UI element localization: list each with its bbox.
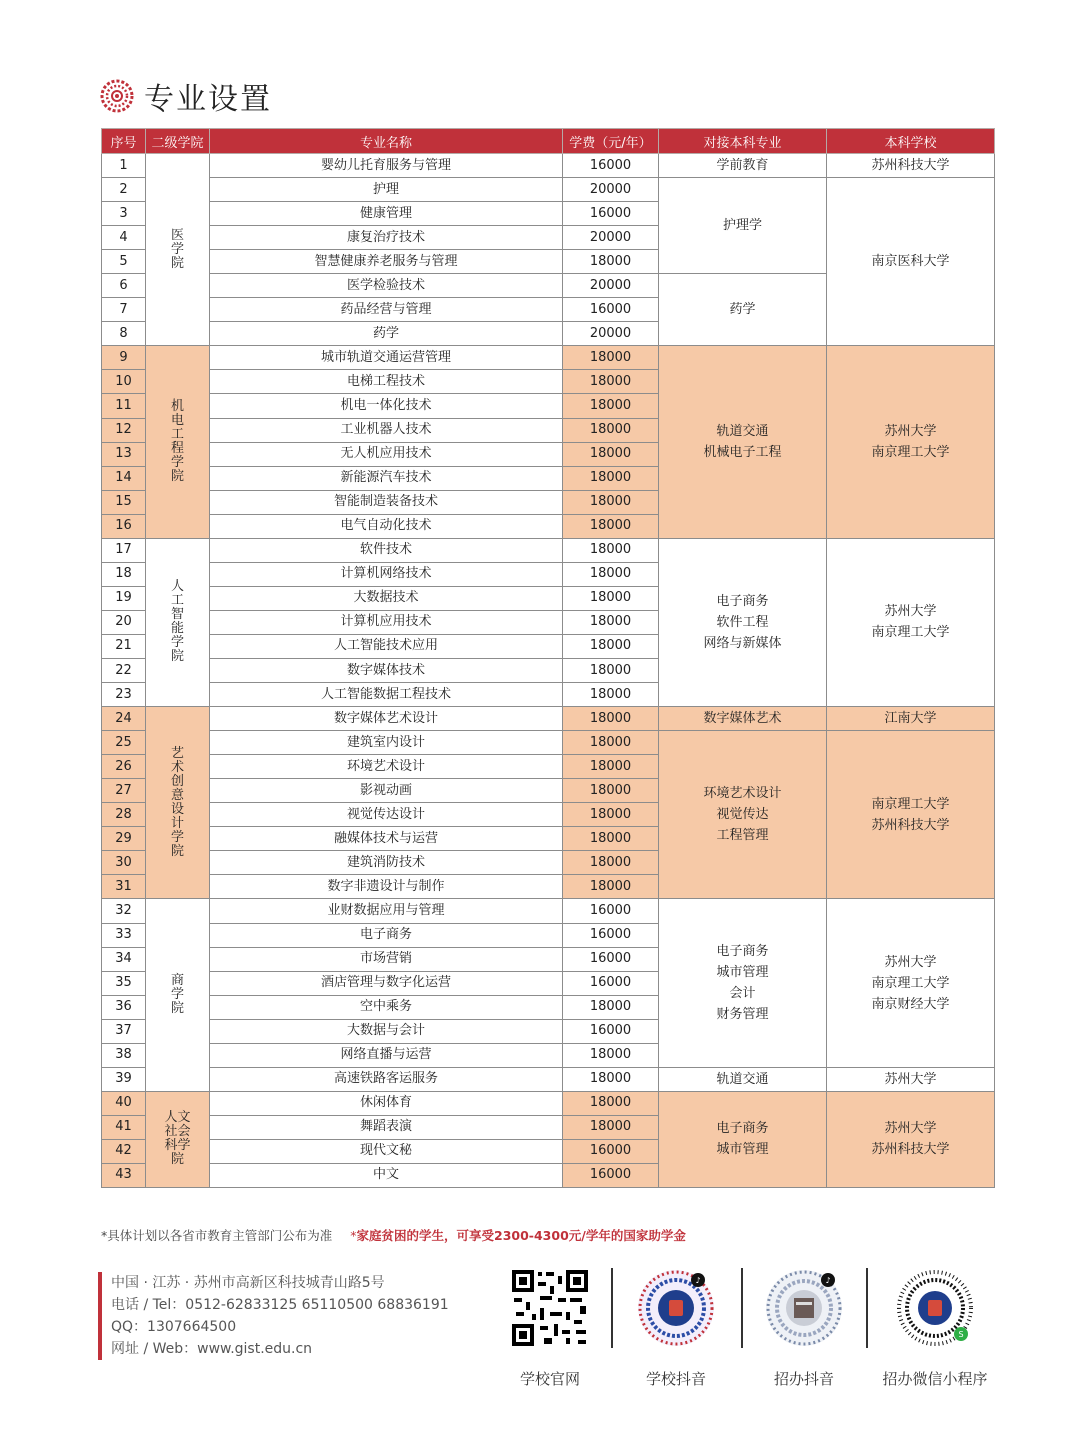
phone-text: 电话 / Tel：0512-62833125 65110500 68836191: [111, 1297, 449, 1313]
page-title: 专业设置: [144, 82, 272, 117]
row-number: 24: [102, 707, 146, 731]
tuition-fee: 16000: [563, 947, 659, 971]
tuition-fee: 16000: [563, 971, 659, 995]
tuition-fee: 18000: [563, 683, 659, 707]
major-name: 人工智能数据工程技术: [210, 683, 563, 707]
qr-label: 招办微信小程序: [882, 1370, 988, 1388]
tuition-fee: 18000: [563, 562, 659, 586]
college-cell: 机电工程学院: [146, 346, 210, 538]
major-name: 融媒体技术与运营: [210, 827, 563, 851]
tuition-fee: 18000: [563, 466, 659, 490]
row-number: 20: [102, 610, 146, 634]
qr-school-douyin[interactable]: [616, 1268, 736, 1389]
row-number: 18: [102, 562, 146, 586]
tuition-fee: 18000: [563, 1091, 659, 1115]
bachelor-major: 学前教育: [659, 154, 827, 178]
row-number: 5: [102, 250, 146, 274]
major-name: 视觉传达设计: [210, 803, 563, 827]
tuition-fee: 18000: [563, 442, 659, 466]
header-number: 序号: [102, 129, 146, 154]
major-name: 影视动画: [210, 779, 563, 803]
row-number: 33: [102, 923, 146, 947]
row-number: 9: [102, 346, 146, 370]
row-number: 3: [102, 202, 146, 226]
table-row: [102, 538, 995, 562]
university: 南京理工大学 苏州科技大学: [827, 731, 995, 899]
tuition-fee: 16000: [563, 298, 659, 322]
major-name: 城市轨道交通运营管理: [210, 346, 563, 370]
tuition-fee: 18000: [563, 875, 659, 899]
major-name: 护理: [210, 178, 563, 202]
row-number: 17: [102, 538, 146, 562]
row-number: 43: [102, 1163, 146, 1187]
tuition-fee: 18000: [563, 1043, 659, 1067]
university: 苏州科技大学: [827, 154, 995, 178]
major-name: 智能制造装备技术: [210, 490, 563, 514]
major-name: 高速铁路客运服务: [210, 1067, 563, 1091]
row-number: 28: [102, 803, 146, 827]
row-number: 25: [102, 731, 146, 755]
university: 苏州大学 南京理工大学 南京财经大学: [827, 899, 995, 1067]
tuition-fee: 20000: [563, 274, 659, 298]
contact-info: [98, 1272, 449, 1360]
major-name: 中文: [210, 1163, 563, 1187]
row-number: 22: [102, 658, 146, 682]
tuition-fee: 18000: [563, 1067, 659, 1091]
bachelor-major: 电子商务 城市管理 会计 财务管理: [659, 899, 827, 1067]
tuition-fee: 18000: [563, 779, 659, 803]
major-name: 数字媒体技术: [210, 658, 563, 682]
tuition-fee: 18000: [563, 514, 659, 538]
flower-ornament-icon: [100, 79, 134, 113]
major-name: 机电一体化技术: [210, 394, 563, 418]
major-name: 数字非遗设计与制作: [210, 875, 563, 899]
row-number: 37: [102, 1019, 146, 1043]
row-number: 31: [102, 875, 146, 899]
row-number: 13: [102, 442, 146, 466]
divider: [866, 1268, 868, 1348]
row-number: 35: [102, 971, 146, 995]
university: 苏州大学 南京理工大学: [827, 346, 995, 538]
tuition-fee: 18000: [563, 755, 659, 779]
college-cell: 人工智能学院: [146, 538, 210, 706]
row-number: 7: [102, 298, 146, 322]
row-number: 1: [102, 154, 146, 178]
major-name: 市场营销: [210, 947, 563, 971]
qr-label: 学校官网: [519, 1370, 580, 1388]
college-cell: 医学院: [146, 154, 210, 346]
row-number: 26: [102, 755, 146, 779]
table-row: [102, 731, 995, 755]
university: 苏州大学 南京理工大学: [827, 538, 995, 706]
tuition-fee: 18000: [563, 394, 659, 418]
college-cell: 艺术创意设计学院: [146, 707, 210, 899]
tuition-fee: 18000: [563, 538, 659, 562]
bachelor-major: 电子商务 城市管理: [659, 1091, 827, 1187]
tuition-fee: 16000: [563, 923, 659, 947]
table-row: [102, 899, 995, 923]
row-number: 19: [102, 586, 146, 610]
row-number: 38: [102, 1043, 146, 1067]
tuition-fee: 16000: [563, 202, 659, 226]
major-name: 电梯工程技术: [210, 370, 563, 394]
row-number: 39: [102, 1067, 146, 1091]
row-number: 34: [102, 947, 146, 971]
tuition-fee: 18000: [563, 658, 659, 682]
major-name: 人工智能技术应用: [210, 634, 563, 658]
row-number: 36: [102, 995, 146, 1019]
row-number: 8: [102, 322, 146, 346]
bachelor-major: 轨道交通: [659, 1067, 827, 1091]
qr-label: 学校抖音: [645, 1370, 706, 1388]
table-row: [102, 346, 995, 370]
tuition-fee: 18000: [563, 731, 659, 755]
university: 江南大学: [827, 707, 995, 731]
major-name: 酒店管理与数字化运营: [210, 971, 563, 995]
major-name: 大数据与会计: [210, 1019, 563, 1043]
tuition-fee: 18000: [563, 803, 659, 827]
header-college: 二级学院: [146, 129, 210, 154]
table-row: [102, 707, 995, 731]
row-number: 23: [102, 683, 146, 707]
tuition-fee: 16000: [563, 1019, 659, 1043]
major-name: 现代文秘: [210, 1139, 563, 1163]
major-name: 建筑室内设计: [210, 731, 563, 755]
svg-text:♪: ♪: [695, 1276, 701, 1285]
tuition-fee: 18000: [563, 610, 659, 634]
tuition-fee: 16000: [563, 899, 659, 923]
row-number: 4: [102, 226, 146, 250]
bachelor-major: 电子商务 软件工程 网络与新媒体: [659, 538, 827, 706]
mini-program-code-icon: [636, 1268, 716, 1348]
divider: [611, 1268, 613, 1348]
website-link[interactable]: 网址 / Web：www.gist.edu.cn: [111, 1341, 313, 1357]
tuition-fee: 18000: [563, 418, 659, 442]
major-name: 医学检验技术: [210, 274, 563, 298]
major-name: 无人机应用技术: [210, 442, 563, 466]
major-name: 建筑消防技术: [210, 851, 563, 875]
major-name: 计算机应用技术: [210, 610, 563, 634]
plan-note: *具体计划以各省市教育主管部门公布为准: [101, 1228, 333, 1243]
major-name: 业财数据应用与管理: [210, 899, 563, 923]
qr-admissions-douyin[interactable]: [744, 1268, 864, 1389]
tuition-fee: 18000: [563, 490, 659, 514]
header-university: 本科学校: [827, 129, 995, 154]
tuition-fee: 18000: [563, 707, 659, 731]
header-bachelor-major: 对接本科专业: [659, 129, 827, 154]
bachelor-major: 轨道交通 机械电子工程: [659, 346, 827, 538]
major-name: 新能源汽车技术: [210, 466, 563, 490]
header-fee: 学费（元/年）: [563, 129, 659, 154]
bachelor-major: 药学: [659, 274, 827, 346]
qr-admissions-wechat[interactable]: [874, 1268, 996, 1389]
major-name: 婴幼儿托育服务与管理: [210, 154, 563, 178]
svg-text:S: S: [958, 1330, 964, 1339]
university: 苏州大学 苏州科技大学: [827, 1091, 995, 1187]
mini-program-code-icon: [764, 1268, 844, 1348]
major-name: 健康管理: [210, 202, 563, 226]
qr-code-icon: [510, 1268, 590, 1348]
tuition-fee: 18000: [563, 586, 659, 610]
tuition-fee: 16000: [563, 154, 659, 178]
bachelor-major: 数字媒体艺术: [659, 707, 827, 731]
qr-label: 招办抖音: [773, 1370, 834, 1388]
major-name: 计算机网络技术: [210, 562, 563, 586]
tuition-fee: 18000: [563, 634, 659, 658]
svg-text:♪: ♪: [825, 1276, 831, 1285]
row-number: 40: [102, 1091, 146, 1115]
majors-table: [101, 128, 995, 1188]
major-name: 空中乘务: [210, 995, 563, 1019]
major-name: 舞蹈表演: [210, 1115, 563, 1139]
major-name: 电子商务: [210, 923, 563, 947]
footnotes: [101, 1226, 686, 1244]
tuition-fee: 20000: [563, 178, 659, 202]
major-name: 软件技术: [210, 538, 563, 562]
row-number: 6: [102, 274, 146, 298]
row-number: 2: [102, 178, 146, 202]
row-number: 27: [102, 779, 146, 803]
address-text: 中国 · 江苏 · 苏州市高新区科技城青山路5号: [111, 1275, 385, 1291]
major-name: 大数据技术: [210, 586, 563, 610]
row-number: 42: [102, 1139, 146, 1163]
major-name: 工业机器人技术: [210, 418, 563, 442]
major-name: 数字媒体艺术设计: [210, 707, 563, 731]
table-header-row: [102, 129, 995, 154]
major-name: 药品经营与管理: [210, 298, 563, 322]
college-cell: 商学院: [146, 899, 210, 1091]
tuition-fee: 18000: [563, 370, 659, 394]
tuition-fee: 18000: [563, 250, 659, 274]
aid-note: *家庭贫困的学生，可享受2300-4300元/学年的国家助学金: [350, 1228, 686, 1243]
table-row: [102, 178, 995, 202]
row-number: 14: [102, 466, 146, 490]
university: 苏州大学: [827, 1067, 995, 1091]
major-name: 药学: [210, 322, 563, 346]
row-number: 15: [102, 490, 146, 514]
tuition-fee: 18000: [563, 995, 659, 1019]
tuition-fee: 20000: [563, 226, 659, 250]
major-name: 智慧健康养老服务与管理: [210, 250, 563, 274]
row-number: 16: [102, 514, 146, 538]
divider: [741, 1268, 743, 1348]
university: 南京医科大学: [827, 178, 995, 346]
bachelor-major: 护理学: [659, 178, 827, 274]
table-row: [102, 1091, 995, 1115]
major-name: 电气自动化技术: [210, 514, 563, 538]
row-number: 10: [102, 370, 146, 394]
row-number: 11: [102, 394, 146, 418]
section-title: [100, 74, 272, 118]
header-major: 专业名称: [210, 129, 563, 154]
tuition-fee: 16000: [563, 1139, 659, 1163]
tuition-fee: 16000: [563, 1163, 659, 1187]
row-number: 12: [102, 418, 146, 442]
row-number: 41: [102, 1115, 146, 1139]
qq-text: QQ：1307664500: [111, 1319, 237, 1335]
row-number: 30: [102, 851, 146, 875]
college-cell: 人文社会科学院: [146, 1091, 210, 1187]
major-name: 康复治疗技术: [210, 226, 563, 250]
tuition-fee: 18000: [563, 346, 659, 370]
major-name: 环境艺术设计: [210, 755, 563, 779]
tuition-fee: 18000: [563, 851, 659, 875]
mini-program-code-icon: [895, 1268, 975, 1348]
major-name: 网络直播与运营: [210, 1043, 563, 1067]
qr-official-site[interactable]: [490, 1268, 610, 1389]
bachelor-major: 环境艺术设计 视觉传达 工程管理: [659, 731, 827, 899]
tuition-fee: 18000: [563, 1115, 659, 1139]
major-name: 休闲体育: [210, 1091, 563, 1115]
row-number: 21: [102, 634, 146, 658]
tuition-fee: 20000: [563, 322, 659, 346]
table-row: [102, 154, 995, 178]
row-number: 32: [102, 899, 146, 923]
tuition-fee: 18000: [563, 827, 659, 851]
row-number: 29: [102, 827, 146, 851]
table-row: [102, 1067, 995, 1091]
